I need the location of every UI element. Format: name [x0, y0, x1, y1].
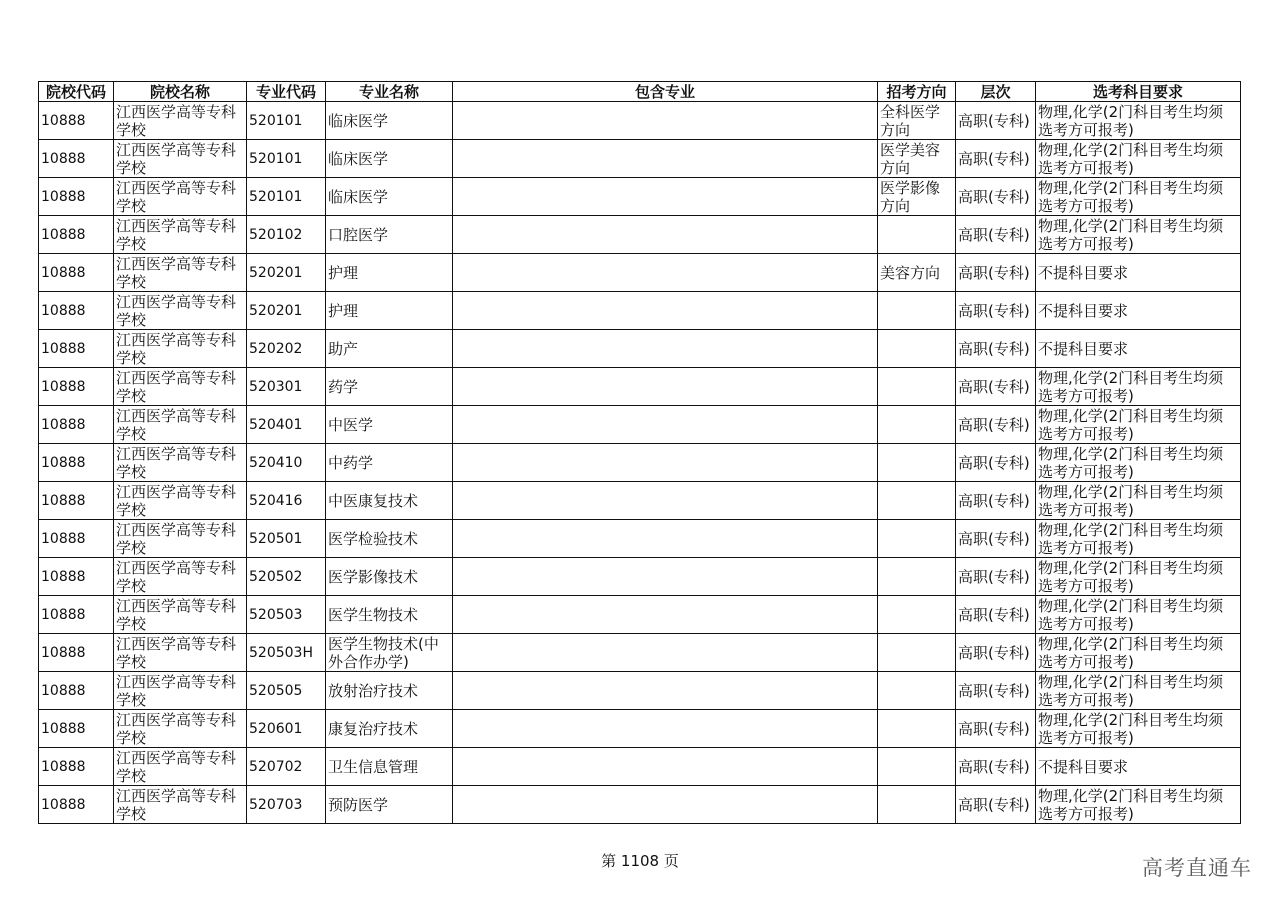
cell-subject-requirement: 物理,化学(2门科目考生均须选考方可报考): [1036, 596, 1241, 634]
cell-major-code: 520503: [247, 596, 326, 634]
cell-major-name: 护理: [326, 254, 453, 292]
cell-included-majors: [453, 140, 878, 178]
table-row: [39, 292, 1241, 330]
cell-direction: [878, 292, 956, 330]
cell-subject-requirement: 物理,化学(2门科目考生均须选考方可报考): [1036, 406, 1241, 444]
cell-major-code: 520416: [247, 482, 326, 520]
admission-table: [38, 81, 1241, 824]
table-row: [39, 786, 1241, 824]
table-row: [39, 406, 1241, 444]
cell-major-code: 520101: [247, 102, 326, 140]
cell-level: 高职(专科): [956, 178, 1036, 216]
header-school-name: 院校名称: [114, 82, 247, 102]
cell-major-code: 520201: [247, 292, 326, 330]
cell-subject-requirement: 物理,化学(2门科目考生均须选考方可报考): [1036, 786, 1241, 824]
cell-direction: 美容方向: [878, 254, 956, 292]
cell-major-code: 520401: [247, 406, 326, 444]
cell-direction: [878, 368, 956, 406]
cell-school-code: 10888: [39, 558, 114, 596]
cell-level: 高职(专科): [956, 672, 1036, 710]
cell-school-code: 10888: [39, 482, 114, 520]
cell-direction: [878, 406, 956, 444]
cell-level: 高职(专科): [956, 748, 1036, 786]
cell-major-name: 卫生信息管理: [326, 748, 453, 786]
watermark-logo-text: 高考直通车: [1142, 856, 1252, 880]
cell-major-code: 520410: [247, 444, 326, 482]
cell-level: 高职(专科): [956, 140, 1036, 178]
cell-subject-requirement: 不提科目要求: [1036, 330, 1241, 368]
cell-major-name: 助产: [326, 330, 453, 368]
cell-level: 高职(专科): [956, 710, 1036, 748]
cell-subject-requirement: 物理,化学(2门科目考生均须选考方可报考): [1036, 216, 1241, 254]
cell-school-name: 江西医学高等专科学校: [114, 140, 247, 178]
cell-included-majors: [453, 710, 878, 748]
cell-included-majors: [453, 216, 878, 254]
cell-subject-requirement: 物理,化学(2门科目考生均须选考方可报考): [1036, 520, 1241, 558]
cell-direction: [878, 748, 956, 786]
cell-direction: 医学美容方向: [878, 140, 956, 178]
cell-major-name: 放射治疗技术: [326, 672, 453, 710]
cell-major-name: 医学影像技术: [326, 558, 453, 596]
table-row: [39, 596, 1241, 634]
table-row: [39, 102, 1241, 140]
cell-school-name: 江西医学高等专科学校: [114, 216, 247, 254]
cell-direction: [878, 482, 956, 520]
cell-included-majors: [453, 672, 878, 710]
cell-major-code: 520102: [247, 216, 326, 254]
cell-level: 高职(专科): [956, 786, 1036, 824]
cell-school-code: 10888: [39, 406, 114, 444]
cell-direction: [878, 786, 956, 824]
table-row: [39, 482, 1241, 520]
cell-level: 高职(专科): [956, 254, 1036, 292]
table-row: [39, 330, 1241, 368]
cell-school-name: 江西医学高等专科学校: [114, 634, 247, 672]
cell-included-majors: [453, 292, 878, 330]
cell-included-majors: [453, 444, 878, 482]
cell-major-code: 520301: [247, 368, 326, 406]
cell-major-name: 预防医学: [326, 786, 453, 824]
table-row: [39, 178, 1241, 216]
cell-school-name: 江西医学高等专科学校: [114, 368, 247, 406]
cell-school-name: 江西医学高等专科学校: [114, 102, 247, 140]
cell-level: 高职(专科): [956, 102, 1036, 140]
table-row: [39, 748, 1241, 786]
cell-school-code: 10888: [39, 140, 114, 178]
cell-level: 高职(专科): [956, 596, 1036, 634]
cell-school-name: 江西医学高等专科学校: [114, 178, 247, 216]
cell-major-code: 520101: [247, 178, 326, 216]
cell-major-code: 520503H: [247, 634, 326, 672]
cell-included-majors: [453, 634, 878, 672]
cell-level: 高职(专科): [956, 368, 1036, 406]
cell-subject-requirement: 物理,化学(2门科目考生均须选考方可报考): [1036, 102, 1241, 140]
cell-major-name: 康复治疗技术: [326, 710, 453, 748]
cell-subject-requirement: 物理,化学(2门科目考生均须选考方可报考): [1036, 444, 1241, 482]
cell-school-code: 10888: [39, 672, 114, 710]
cell-direction: [878, 634, 956, 672]
cell-included-majors: [453, 558, 878, 596]
cell-major-code: 520505: [247, 672, 326, 710]
header-included-majors: 包含专业: [453, 82, 878, 102]
cell-school-name: 江西医学高等专科学校: [114, 558, 247, 596]
cell-major-name: 临床医学: [326, 178, 453, 216]
cell-school-code: 10888: [39, 634, 114, 672]
cell-school-name: 江西医学高等专科学校: [114, 330, 247, 368]
cell-major-code: 520101: [247, 140, 326, 178]
table-row: [39, 520, 1241, 558]
table-row: [39, 634, 1241, 672]
header-school-code: 院校代码: [39, 82, 114, 102]
cell-school-name: 江西医学高等专科学校: [114, 292, 247, 330]
cell-subject-requirement: 物理,化学(2门科目考生均须选考方可报考): [1036, 178, 1241, 216]
cell-subject-requirement: 物理,化学(2门科目考生均须选考方可报考): [1036, 710, 1241, 748]
cell-subject-requirement: 不提科目要求: [1036, 292, 1241, 330]
cell-school-code: 10888: [39, 102, 114, 140]
cell-level: 高职(专科): [956, 444, 1036, 482]
table-row: [39, 710, 1241, 748]
cell-included-majors: [453, 330, 878, 368]
cell-school-code: 10888: [39, 178, 114, 216]
cell-subject-requirement: 物理,化学(2门科目考生均须选考方可报考): [1036, 140, 1241, 178]
page-number: 第 1108 页: [601, 852, 679, 870]
cell-level: 高职(专科): [956, 520, 1036, 558]
cell-major-code: 520601: [247, 710, 326, 748]
cell-level: 高职(专科): [956, 216, 1036, 254]
cell-school-code: 10888: [39, 368, 114, 406]
cell-subject-requirement: 物理,化学(2门科目考生均须选考方可报考): [1036, 558, 1241, 596]
cell-school-name: 江西医学高等专科学校: [114, 482, 247, 520]
table-row: [39, 140, 1241, 178]
cell-level: 高职(专科): [956, 292, 1036, 330]
cell-level: 高职(专科): [956, 330, 1036, 368]
cell-direction: [878, 520, 956, 558]
cell-direction: [878, 710, 956, 748]
header-major-name: 专业名称: [326, 82, 453, 102]
table-row: [39, 672, 1241, 710]
cell-direction: [878, 444, 956, 482]
table-row: [39, 216, 1241, 254]
cell-major-name: 口腔医学: [326, 216, 453, 254]
cell-school-code: 10888: [39, 596, 114, 634]
cell-school-code: 10888: [39, 330, 114, 368]
cell-school-code: 10888: [39, 444, 114, 482]
table-row: [39, 558, 1241, 596]
cell-school-name: 江西医学高等专科学校: [114, 710, 247, 748]
cell-subject-requirement: 物理,化学(2门科目考生均须选考方可报考): [1036, 482, 1241, 520]
cell-school-code: 10888: [39, 292, 114, 330]
header-direction: 招考方向: [878, 82, 956, 102]
cell-subject-requirement: 物理,化学(2门科目考生均须选考方可报考): [1036, 672, 1241, 710]
cell-subject-requirement: 不提科目要求: [1036, 254, 1241, 292]
cell-major-code: 520702: [247, 748, 326, 786]
cell-school-code: 10888: [39, 520, 114, 558]
cell-included-majors: [453, 102, 878, 140]
cell-included-majors: [453, 368, 878, 406]
table-row: [39, 444, 1241, 482]
table-row: [39, 368, 1241, 406]
cell-level: 高职(专科): [956, 634, 1036, 672]
cell-major-name: 医学检验技术: [326, 520, 453, 558]
cell-school-name: 江西医学高等专科学校: [114, 596, 247, 634]
header-subject-requirement: 选考科目要求: [1036, 82, 1241, 102]
cell-school-name: 江西医学高等专科学校: [114, 520, 247, 558]
cell-subject-requirement: 不提科目要求: [1036, 748, 1241, 786]
cell-major-code: 520202: [247, 330, 326, 368]
cell-direction: [878, 672, 956, 710]
cell-level: 高职(专科): [956, 558, 1036, 596]
cell-level: 高职(专科): [956, 482, 1036, 520]
cell-included-majors: [453, 178, 878, 216]
cell-school-name: 江西医学高等专科学校: [114, 406, 247, 444]
cell-school-code: 10888: [39, 748, 114, 786]
cell-major-name: 中医学: [326, 406, 453, 444]
cell-school-code: 10888: [39, 254, 114, 292]
cell-included-majors: [453, 520, 878, 558]
cell-school-name: 江西医学高等专科学校: [114, 786, 247, 824]
cell-school-name: 江西医学高等专科学校: [114, 444, 247, 482]
table-header-row: [39, 82, 1241, 102]
cell-school-name: 江西医学高等专科学校: [114, 672, 247, 710]
cell-major-name: 医学生物技术(中外合作办学): [326, 634, 453, 672]
cell-subject-requirement: 物理,化学(2门科目考生均须选考方可报考): [1036, 368, 1241, 406]
cell-major-name: 医学生物技术: [326, 596, 453, 634]
header-major-code: 专业代码: [247, 82, 326, 102]
cell-direction: 全科医学方向: [878, 102, 956, 140]
cell-direction: [878, 216, 956, 254]
cell-major-name: 药学: [326, 368, 453, 406]
cell-major-code: 520703: [247, 786, 326, 824]
cell-school-code: 10888: [39, 216, 114, 254]
cell-major-code: 520201: [247, 254, 326, 292]
table-body: [39, 102, 1241, 824]
cell-direction: [878, 558, 956, 596]
cell-school-name: 江西医学高等专科学校: [114, 254, 247, 292]
cell-included-majors: [453, 406, 878, 444]
cell-major-name: 临床医学: [326, 102, 453, 140]
header-level: 层次: [956, 82, 1036, 102]
table-row: [39, 254, 1241, 292]
cell-included-majors: [453, 254, 878, 292]
cell-major-name: 中药学: [326, 444, 453, 482]
cell-included-majors: [453, 482, 878, 520]
cell-major-code: 520501: [247, 520, 326, 558]
cell-included-majors: [453, 596, 878, 634]
cell-major-code: 520502: [247, 558, 326, 596]
cell-major-name: 护理: [326, 292, 453, 330]
cell-school-code: 10888: [39, 786, 114, 824]
cell-major-name: 临床医学: [326, 140, 453, 178]
cell-level: 高职(专科): [956, 406, 1036, 444]
cell-subject-requirement: 物理,化学(2门科目考生均须选考方可报考): [1036, 634, 1241, 672]
cell-direction: 医学影像方向: [878, 178, 956, 216]
cell-direction: [878, 596, 956, 634]
cell-school-name: 江西医学高等专科学校: [114, 748, 247, 786]
cell-included-majors: [453, 786, 878, 824]
cell-major-name: 中医康复技术: [326, 482, 453, 520]
cell-direction: [878, 330, 956, 368]
cell-included-majors: [453, 748, 878, 786]
cell-school-code: 10888: [39, 710, 114, 748]
